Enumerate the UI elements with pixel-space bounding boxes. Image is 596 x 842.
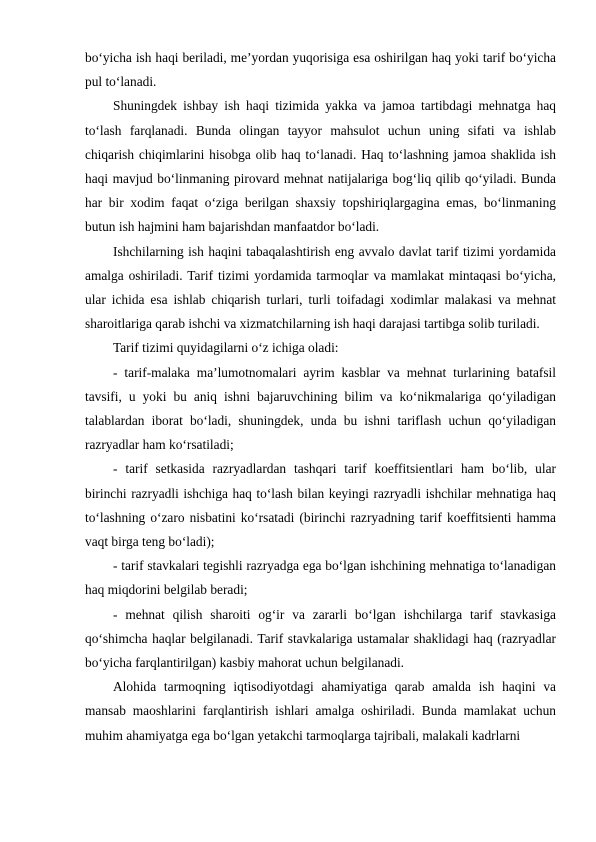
paragraph-3: Ishchilarning ish haqini tabaqalashtirish eng avvalo davlat tarif tizimi yordamida amalga oshiriladi. Tarif tizimi yordamida tarmoqlar va mamlakat mintaqasi bo‘yicha, ular ichida esa ishlab chiqarish turlari, turli toifadagi xodimlar malakasi va mehnat sharoitlariga qarab ishchi va xizmatchilarning ish haqi darajasi tartibga solib turiladi. xyxy=(85,243,556,332)
paragraph-2: Shuningdek ishbay ish haqi tizimida yakka va jamoa tartibdagi mehnatga haq to‘lash farqlanadi. Bunda olingan tayyor mahsulot uchun uning sifati va ishlab chiqarish chiqimlarini hisobga olib haq to‘lanadi. Haq to‘lashning jamoa shaklida ish haqi mavjud bo‘linmaning pirovard mehnat natijalariga bog‘liq qilib qo‘yiladi. Bunda har bir xodim faqat o‘ziga berilgan shaxsiy topshiriqlargagina emas, bo‘linmaning butun ish hajmini ham bajarishdan manfaatdor bo‘ladi. xyxy=(85,98,556,235)
paragraph-5: Alohida tarmoqning iqtisodiyotdagi ahamiyatiga qarab amalda ish haqini va mansab maoshlarini farqlantirish ishlari amalga oshiriladi. Bunda mamlakat uchun muhim ahamiyatga ega bo‘lgan yetakchi tarmoqlarga tajribali, malakali kadrlarni xyxy=(85,679,556,743)
list-item-2: - tarif setkasida razryadlardan tashqari tarif koeffitsientlari ham bo‘lib, ular birinchi razryadli ishchiga haq to‘lash bilan keyingi razryadli ishchilar mehnatiga haq to‘lashning o‘zaro nisbatini ko‘rsatadi (birinchi razryadning tarif koeffitsienti hamma vaqt birga teng bo‘ladi); xyxy=(85,461,556,550)
paragraph-4: Tarif tizimi quyidagilarni o‘z ichiga oladi: xyxy=(113,340,339,356)
list-item-3: - tarif stavkalari tegishli razryadga ega bo‘lgan ishchining mehnatiga to‘lanadigan haq miqdorini belgilab beradi; xyxy=(85,558,556,598)
document-page xyxy=(85,46,556,748)
list-item-1: - tarif-malaka ma’lumotnomalari ayrim kasblar va mehnat turlarining batafsil tavsifi, u yoki bu aniq ishni bajaruvchining bilim va ko‘nikmalariga qo‘yiladigan talablardan iborat bo‘ladi, shuningdek, unda bu ishni tariflash uchun qo‘yiladigan razryadlar ham ko‘rsatiladi; xyxy=(85,364,556,453)
paragraph-1: bo‘yicha ish haqi beriladi, me’yordan yuqorisiga esa oshirilgan haq yoki tarif bo‘yicha pul to‘lanadi. xyxy=(85,50,556,90)
list-item-4: - mehnat qilish sharoiti og‘ir va zararli bo‘lgan ishchilarga tarif stavkasiga qo‘shimcha haqlar belgilanadi. Tarif stavkalariga ustamalar shaklidagi haq (razryadlar bo‘yicha farqlantirilgan) kasbiy mahorat uchun belgilanadi. xyxy=(85,606,556,671)
